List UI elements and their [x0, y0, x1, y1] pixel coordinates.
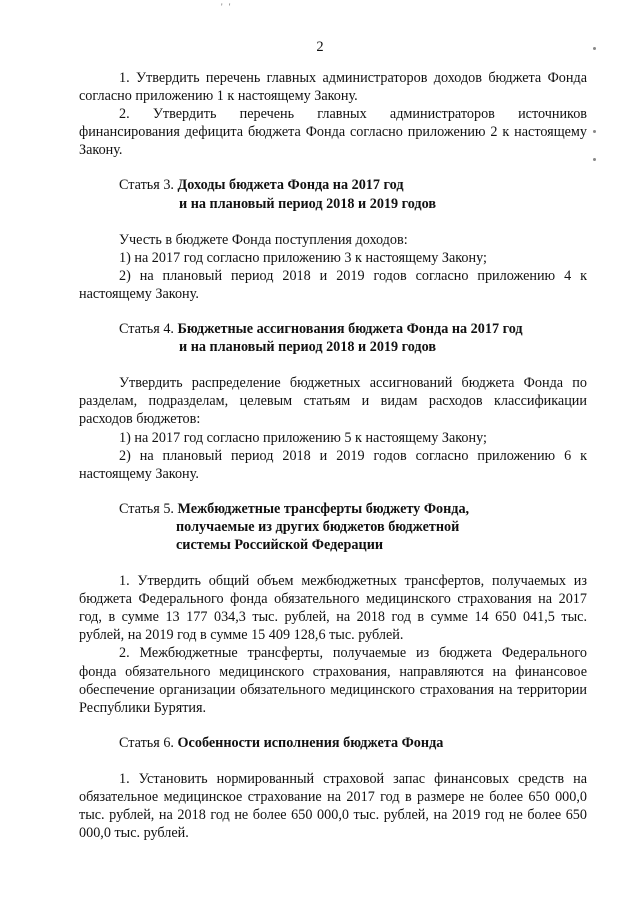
article-number: Статья 6.	[119, 734, 174, 751]
article-4-heading	[79, 320, 587, 356]
scan-speck	[593, 130, 596, 133]
article-5-paragraph: 2. Межбюджетные трансферты, получаемые из бюджета Федерального фонда обязательного медицинского страхования, направляются на финансовое обеспечение организации обязательного медицинского страхования на территории Республики Бурятия.	[79, 645, 587, 716]
intro-paragraph-1: 1. Утвердить перечень главных администраторов доходов бюджета Фонда согласно приложению 1 к настоящему Закону.	[79, 70, 587, 105]
article-6-heading	[79, 734, 587, 752]
page-number: 2	[316, 39, 324, 55]
article-4-paragraph: 1) на 2017 год согласно приложению 5 к настоящему Закону;	[119, 429, 487, 446]
article-title-line: Межбюджетные трансферты бюджету Фонда,	[177, 500, 470, 517]
article-title-line: системы Российской Федерации	[176, 536, 384, 553]
article-5-paragraph: 1. Утвердить общий объем межбюджетных трансфертов, получаемых из бюджета Федерального фонда обязательного медицинского страхования на 2017 год, в сумме 13 177 034,3 тыс. рублей, на 2018 год в сумме 14 650 041,5 тыс. рублей, на 2019 год в сумме 15 409 128,6 тыс. рублей.	[79, 573, 587, 644]
intro-paragraph-2: 2. Утвердить перечень главных администраторов источников финансирования дефицита бюджета Фонда согласно приложению 2 к настоящему Закону.	[79, 106, 587, 159]
article-3-heading	[79, 176, 587, 212]
article-3-paragraph: Учесть в бюджете Фонда поступления доходов:	[119, 231, 408, 248]
article-title-line: Доходы бюджета Фонда на 2017 год	[177, 177, 404, 194]
article-title-line: и на плановый период 2018 и 2019 годов	[179, 339, 437, 356]
article-3-paragraph: 2) на плановый период 2018 и 2019 годов согласно приложению 4 к настоящему Закону.	[79, 267, 587, 302]
article-number: Статья 5.	[119, 500, 174, 517]
article-title-line: Бюджетные ассигнования бюджета Фонда на 2017 год	[177, 321, 523, 338]
article-title-line: Особенности исполнения бюджета Фонда	[177, 734, 444, 751]
article-number: Статья 3.	[119, 177, 174, 194]
scan-mark: ' '	[221, 2, 233, 12]
article-title-line: получаемые из других бюджетов бюджетной	[176, 518, 460, 535]
article-4-paragraph: 2) на плановый период 2018 и 2019 годов согласно приложению 6 к настоящему Закону.	[79, 447, 587, 482]
scan-speck	[593, 158, 596, 161]
article-5-heading	[79, 500, 587, 554]
article-6-paragraph: 1. Установить нормированный страховой запас финансовых средств на обязательное медицинское страхование на 2017 год в размере не более 650 000,0 тыс. рублей, на 2018 год не более 650 000,0 тыс. рублей, на 2019 год не более 650 000,0 тыс. рублей.	[79, 770, 587, 842]
document-body	[79, 69, 587, 842]
article-number: Статья 4.	[119, 321, 174, 338]
article-3-paragraph: 1) на 2017 год согласно приложению 3 к настоящему Закону;	[119, 249, 487, 266]
article-title-line: и на плановый период 2018 и 2019 годов	[179, 195, 437, 212]
article-4-paragraph: Утвердить распределение бюджетных ассигнований бюджета Фонда по разделам, подразделам, целевым статьям и видам расходов классификации расходов бюджетов:	[79, 375, 587, 428]
